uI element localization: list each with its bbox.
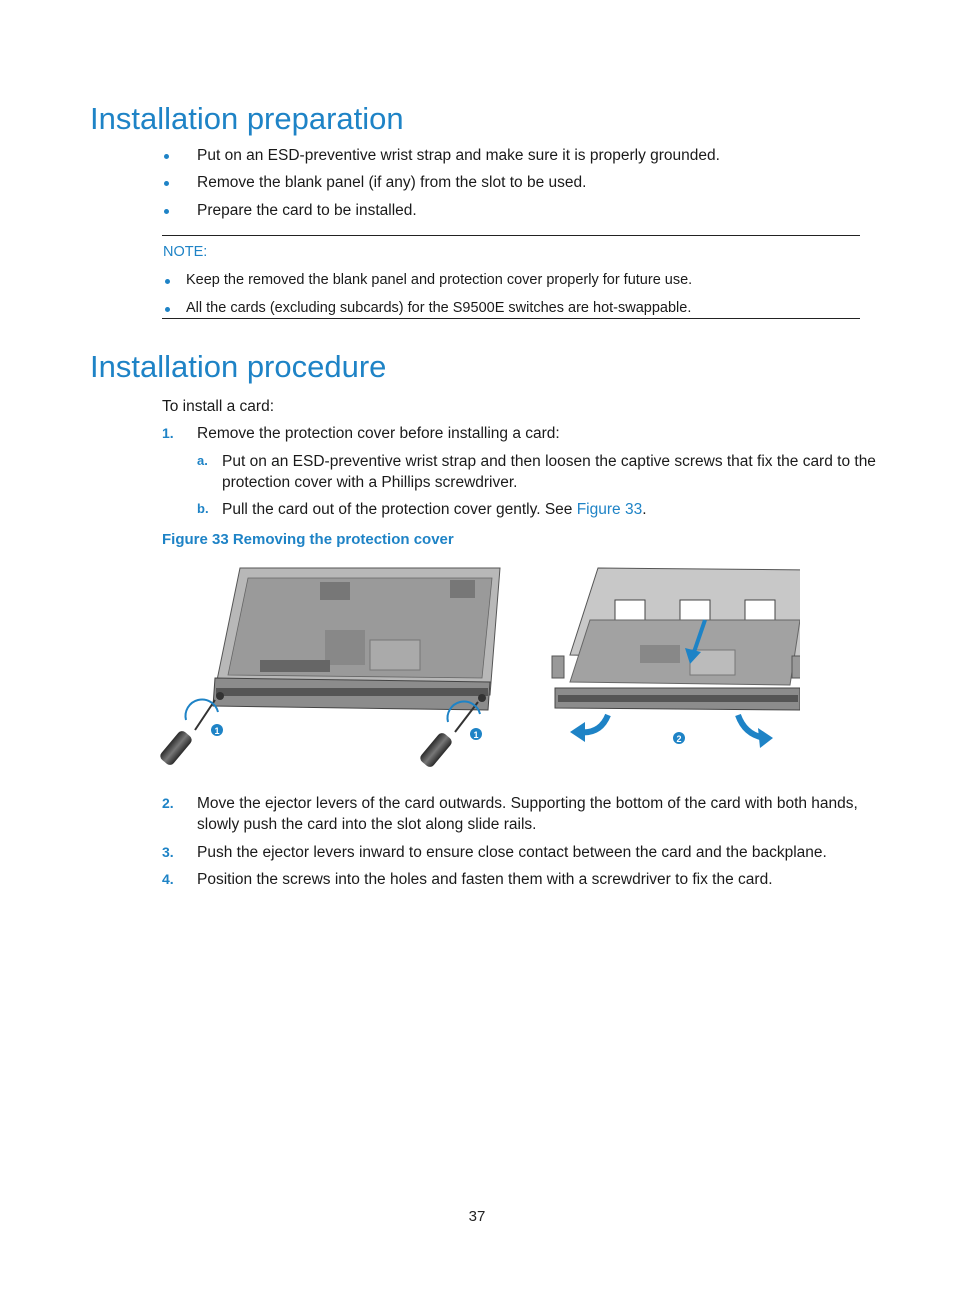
callout-number: 2 — [676, 734, 682, 744]
substep-letter: a. — [197, 453, 208, 468]
page-number: 37 — [468, 1208, 486, 1225]
note-bottom-rule — [162, 318, 860, 319]
substep-text: Pull the card out of the protection cover gently. See Figure 33. — [222, 501, 647, 518]
step-text: Move the ejector levers of the card outwards. Supporting the bottom of the card with both hands, — [197, 795, 858, 812]
section-title-preparation: Installation preparation — [90, 101, 404, 136]
step-text-cont: slowly push the card into the slot along slide rails. — [197, 816, 537, 833]
bullet-icon — [164, 154, 169, 159]
note-item: Keep the removed the blank panel and protection cover properly for future use. — [186, 272, 693, 288]
section-title-procedure: Installation procedure — [90, 349, 387, 384]
step-number: 3. — [162, 844, 174, 860]
step-number: 2. — [162, 795, 174, 811]
note-label: NOTE: — [163, 244, 208, 260]
list-item: Remove the blank panel (if any) from the slot to be used. — [197, 174, 587, 191]
note-item: All the cards (excluding subcards) for the S9500E switches are hot-swappable. — [186, 300, 692, 316]
arrow-icon — [570, 715, 773, 748]
card-drawing-left — [213, 568, 500, 710]
bullet-icon — [164, 181, 169, 186]
screwdriver-icon — [418, 702, 482, 769]
step-number: 1. — [162, 425, 174, 441]
intro-text: To install a card: — [162, 398, 274, 415]
step-text: Push the ejector levers inward to ensure close contact between the card and the backplane. — [197, 844, 827, 861]
card-drawing-right — [552, 568, 800, 710]
screwdriver-icon — [160, 700, 223, 767]
step-number: 4. — [162, 871, 174, 887]
figure-illustration — [160, 560, 800, 775]
substep-text: Put on an ESD-preventive wrist strap and then loosen the captive screws that fix the card to the — [222, 453, 876, 470]
bullet-icon — [165, 279, 170, 284]
step-text: Remove the protection cover before installing a card: — [197, 425, 560, 442]
bullet-icon — [165, 307, 170, 312]
callout-number: 1 — [473, 730, 479, 740]
figure-caption: Figure 33 Removing the protection cover — [162, 531, 454, 548]
bullet-icon — [164, 209, 169, 214]
callout-number: 1 — [214, 726, 220, 736]
substep-text-cont: protection cover with a Phillips screwdriver. — [222, 474, 518, 491]
step-text: Position the screws into the holes and fasten them with a screwdriver to fix the card. — [197, 871, 773, 888]
substep-letter: b. — [197, 501, 209, 516]
figure-link[interactable]: Figure 33 — [576, 501, 643, 518]
note-top-rule — [162, 235, 860, 236]
list-item: Prepare the card to be installed. — [197, 202, 417, 219]
list-item: Put on an ESD-preventive wrist strap and make sure it is properly grounded. — [197, 147, 720, 164]
